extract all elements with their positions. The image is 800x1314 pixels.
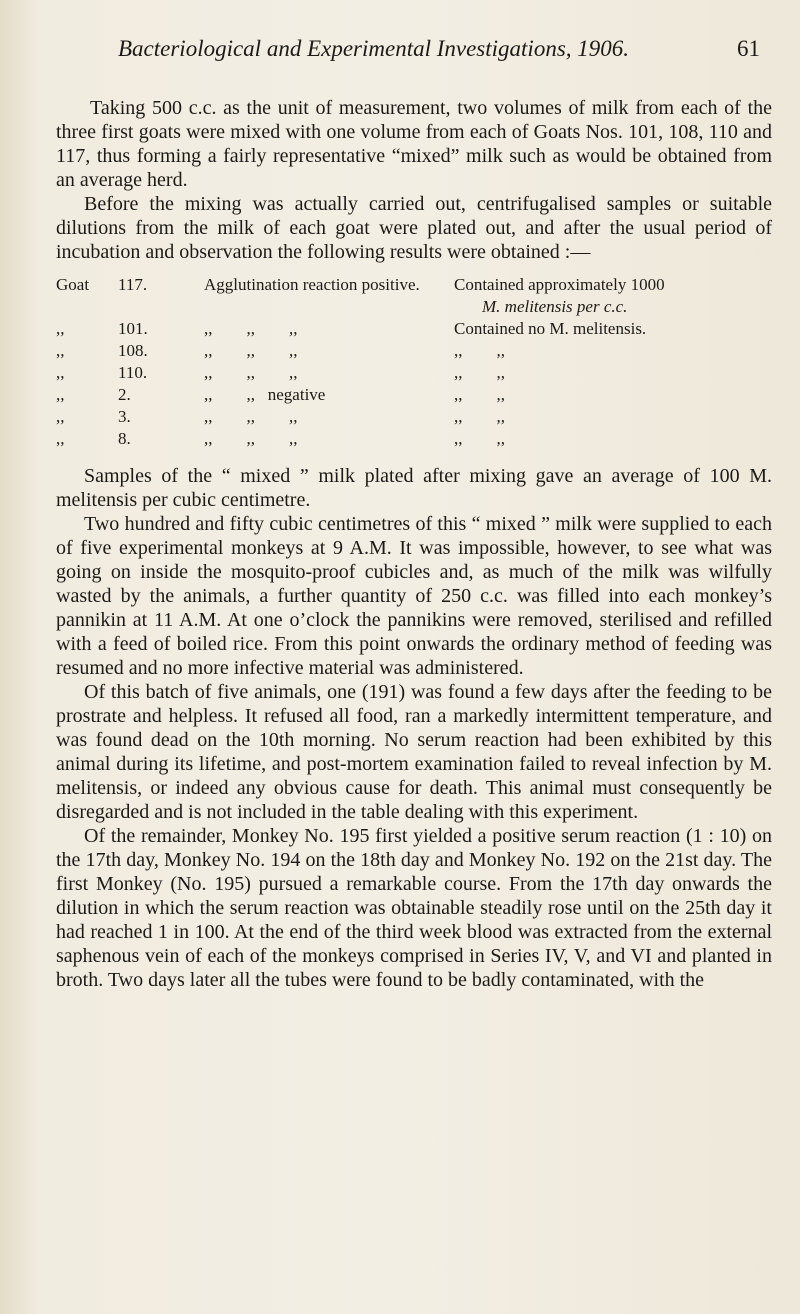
agglutination-result: Agglutination reaction positive. [204,275,420,294]
agglutination-result: ,, ,, ,, [204,429,298,448]
paragraph: Taking 500 c.c. as the unit of measurement, two volumes of milk from each of the three first goats were mixed with one volume from each of Goats Nos. 101, 108, 110 and 117, thus forming a fairly representative “mixed” milk such as would be obtained from an average herd. [56,97,772,191]
results-row [56,406,772,428]
goat-number: 108. [118,341,148,360]
goat-number: 2. [118,385,131,404]
goat-number: 3. [118,407,131,426]
goat-label: ,, [56,341,65,360]
agglutination-result: ,, ,, ,, [204,363,298,382]
agglutination-result: ,, ,, ,, [204,407,298,426]
goat-number: 110. [118,363,148,382]
agglutination-result: ,, ,, ,, [204,319,298,338]
results-row [56,428,772,450]
goat-label: ,, [56,319,65,338]
contained-result: ,, ,, [454,385,505,404]
results-table [56,274,772,450]
goat-number: 117. [118,275,148,294]
contained-result: ,, ,, [454,363,505,382]
contained-result: Contained no M. melitensis. [454,319,647,338]
goat-label: ,, [56,429,65,448]
results-row-continuation [56,296,772,318]
paragraph: Of this batch of five animals, one (191) was found a few days after the feeding to be prostrate and helpless. It refused all food, ran a markedly intermittent temperature, and was found dead on the 10th morning. No serum reaction had been exhibited by this animal during its lifetime, and post-mortem examination failed to reveal infection by M. melitensis, or indeed any obvious cause for death. This animal must consequently be disregarded and is not included in the table dealing with this experiment. [56,681,772,823]
goat-label: Goat [56,275,90,294]
goat-number: 8. [118,429,131,448]
goat-label: ,, [56,385,65,404]
goat-label: ,, [56,363,65,382]
contained-result: Contained approximately 1000 [454,275,665,294]
running-title: Bacteriological and Experimental Investigations, 1906. [118,36,630,61]
paragraph: Two hundred and fifty cubic centimetres of this “ mixed ” milk were supplied to each of five experimental monkeys at 9 A.M. It was impossible, however, to see what was going on inside the mosquito-proof cubicles and, as much of the milk was wilfully wasted by the animals, a further quantity of 250 c.c. was filled into each monkey’s pannikin at 11 A.M. At one o’clock the pannikins were removed, sterilised and refilled with a feed of boiled rice. From this point onwards the ordinary method of feeding was resumed and no more infective material was administered. [56,513,772,679]
results-row [56,274,772,296]
goat-number: 101. [118,319,148,338]
agglutination-result: ,, ,, negative [204,385,326,404]
running-header [118,36,760,62]
results-row [56,362,772,384]
contained-result: ,, ,, [454,407,505,426]
contained-result-continuation: M. melitensis per c.c. [482,297,628,316]
results-row [56,384,772,406]
paragraph: Samples of the “ mixed ” milk plated after mixing gave an average of 100 M. melitensis per cubic centimetre. [56,465,772,511]
paragraph: Of the remainder, Monkey No. 195 first yielded a positive serum reaction (1 : 10) on the 17th day, Monkey No. 194 on the 18th day and Monkey No. 192 on the 21st day. The first Monkey (No. 195) pursued a remarkable course. From the 17th day onwards the dilution in which the serum reaction was obtainable steadily rose until on the 25th day it had reached 1 in 100. At the end of the third week blood was extracted from the external saphenous vein of each of the monkeys comprised in Series IV, V, and VI and planted in broth. Two days later all the tubes were found to be badly contaminated, with the [56,825,772,991]
body-text [56,96,772,992]
contained-result: ,, ,, [454,429,505,448]
paragraph: Before the mixing was actually carried out, centrifugalised samples or suitable dilutions from the milk of each goat were plated out, and after the usual period of incubation and observation the following results were obtained :— [56,193,772,263]
results-row [56,340,772,362]
results-row [56,318,772,340]
goat-label: ,, [56,407,65,426]
agglutination-result: ,, ,, ,, [204,341,298,360]
page-number: 61 [737,36,760,61]
contained-result: ,, ,, [454,341,505,360]
